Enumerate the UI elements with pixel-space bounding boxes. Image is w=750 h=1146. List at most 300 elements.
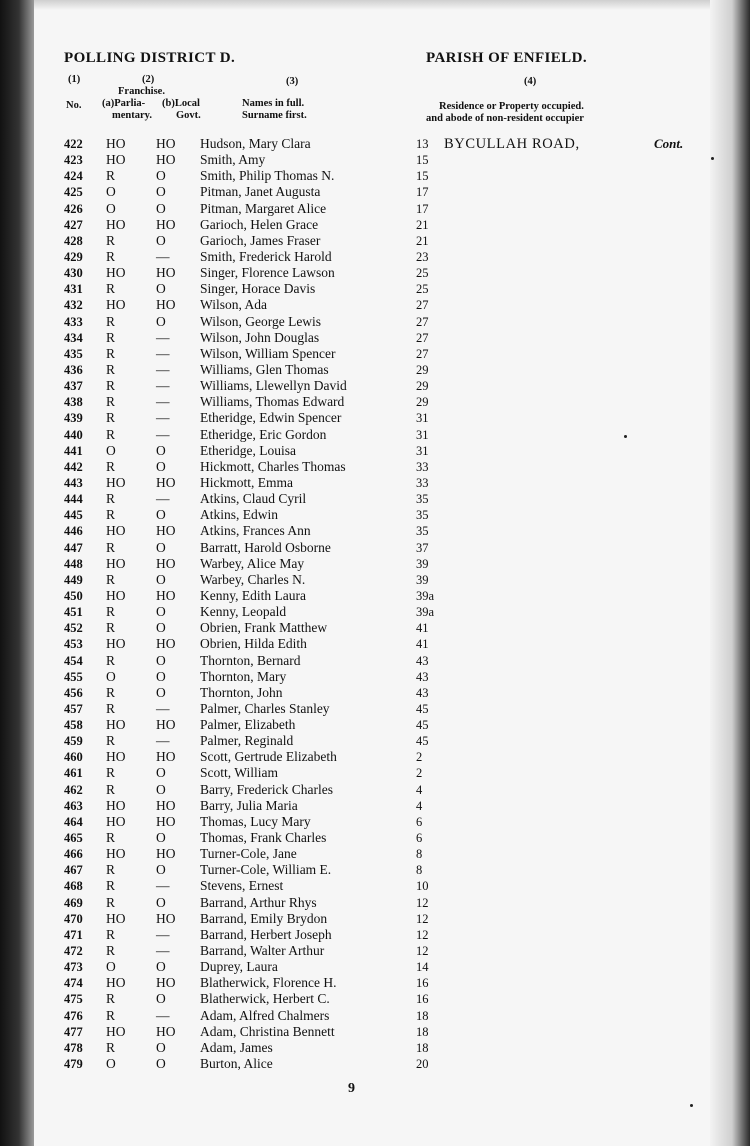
elector-name: Obrien, Frank Matthew (200, 620, 328, 636)
house-number: 18 (416, 1040, 429, 1055)
local-franchise: HO (156, 975, 176, 991)
page-top-edge (34, 0, 710, 10)
house-number: 15 (416, 153, 429, 168)
elector-number: 451 (64, 605, 83, 620)
elector-row (64, 878, 704, 894)
parliamentary-franchise: HO (106, 587, 126, 603)
elector-number: 448 (64, 556, 83, 571)
elector-row (64, 394, 704, 410)
parliamentary-franchise: R (106, 410, 116, 426)
house-number: 31 (416, 427, 429, 442)
elector-name: Barrand, Walter Arthur (200, 943, 325, 959)
elector-row (64, 410, 704, 426)
local-franchise: — (156, 394, 170, 410)
elector-row (64, 830, 704, 846)
parliamentary-franchise: HO (106, 474, 126, 490)
parliamentary-franchise: R (106, 620, 116, 636)
elector-name: Barrand, Arthur Rhys (200, 894, 317, 910)
elector-number: 478 (64, 1040, 83, 1055)
elector-row (64, 927, 704, 943)
parliamentary-franchise: HO (106, 1023, 126, 1039)
ink-speck (711, 157, 714, 160)
elector-name: Blatherwick, Florence H. (200, 975, 337, 991)
elector-row (64, 588, 704, 604)
local-franchise: O (156, 1056, 166, 1072)
parliamentary-franchise: R (106, 394, 116, 410)
elector-name: Atkins, Frances Ann (200, 523, 311, 539)
elector-name: Barrand, Emily Brydon (200, 910, 328, 926)
elector-number: 463 (64, 798, 83, 813)
elector-row (64, 572, 704, 588)
polling-district-heading: POLLING DISTRICT D. (64, 50, 236, 66)
elector-row (64, 378, 704, 394)
elector-row (64, 846, 704, 862)
elector-number: 429 (64, 249, 83, 264)
elector-row (64, 523, 704, 539)
elector-number: 425 (64, 185, 83, 200)
parliamentary-franchise: HO (106, 297, 126, 313)
local-franchise: O (156, 894, 166, 910)
street-name: BYCULLAH ROAD, (444, 136, 580, 152)
elector-name: Etheridge, Louisa (200, 442, 296, 458)
house-number: 39 (416, 572, 429, 587)
local-franchise: — (156, 329, 170, 345)
house-number: 10 (416, 879, 429, 894)
elector-row (64, 1056, 704, 1072)
house-number: 4 (416, 798, 423, 813)
house-number: 4 (416, 782, 423, 797)
house-number: 12 (416, 944, 429, 959)
elector-name: Turner-Cole, William E. (200, 862, 332, 878)
elector-number: 475 (64, 992, 83, 1007)
col2-parliamentary-cont: mentary. (112, 110, 152, 121)
house-number: 27 (416, 314, 429, 329)
parliamentary-franchise: O (106, 184, 116, 200)
elector-name: Garioch, Helen Grace (200, 216, 319, 232)
elector-name: Atkins, Edwin (200, 507, 279, 523)
elector-row (64, 749, 704, 765)
house-number: 33 (416, 475, 429, 490)
parliamentary-franchise: R (106, 378, 116, 394)
elector-number: 472 (64, 944, 83, 959)
elector-row (64, 201, 704, 217)
house-number: 29 (416, 362, 429, 377)
house-number: 35 (416, 492, 429, 507)
elector-name: Wilson, Ada (200, 297, 267, 313)
parliamentary-franchise: O (106, 1056, 116, 1072)
elector-row (64, 168, 704, 184)
elector-row (64, 443, 704, 459)
parliamentary-franchise: R (106, 830, 116, 846)
local-franchise: — (156, 426, 170, 442)
elector-number: 431 (64, 282, 83, 297)
elector-number: 435 (64, 346, 83, 361)
local-franchise: O (156, 168, 166, 184)
elector-number: 422 (64, 137, 83, 151)
parliamentary-franchise: HO (106, 813, 126, 829)
elector-name: Pitman, Margaret Alice (200, 200, 327, 216)
ink-speck (624, 435, 627, 438)
parliamentary-franchise: R (106, 878, 116, 894)
col1-number: (1) (68, 74, 81, 85)
elector-name: Barrand, Herbert Joseph (200, 926, 332, 942)
local-franchise: O (156, 442, 166, 458)
parliamentary-franchise: R (106, 361, 116, 377)
elector-name: Singer, Florence Lawson (200, 265, 335, 281)
col1-label: No. (66, 100, 82, 111)
house-number: 41 (416, 621, 429, 636)
elector-row (64, 959, 704, 975)
local-franchise: HO (156, 910, 176, 926)
local-franchise: — (156, 345, 170, 361)
local-franchise: HO (156, 555, 176, 571)
local-franchise: O (156, 684, 166, 700)
parliamentary-franchise: HO (106, 636, 126, 652)
parliamentary-franchise: R (106, 684, 116, 700)
parliamentary-franchise: R (106, 491, 116, 507)
house-number: 31 (416, 443, 429, 458)
elector-name: Thomas, Frank Charles (200, 830, 327, 846)
parliamentary-franchise: HO (106, 555, 126, 571)
house-number: 29 (416, 379, 429, 394)
elector-name: Thornton, Bernard (200, 652, 301, 668)
elector-name: Burton, Alice (200, 1056, 273, 1072)
elector-name: Williams, Glen Thomas (200, 361, 329, 377)
elector-row (64, 507, 704, 523)
local-franchise: — (156, 491, 170, 507)
elector-name: Blatherwick, Herbert C. (200, 991, 330, 1007)
elector-name: Thornton, Mary (200, 668, 287, 684)
local-franchise: O (156, 200, 166, 216)
page-stack-edge (710, 0, 750, 1146)
parliamentary-franchise: HO (106, 975, 126, 991)
local-franchise: HO (156, 636, 176, 652)
local-franchise: O (156, 539, 166, 555)
col2-number: (2) (142, 74, 155, 85)
elector-number: 473 (64, 960, 83, 975)
local-franchise: O (156, 313, 166, 329)
house-number: 45 (416, 734, 429, 749)
elector-row (64, 233, 704, 249)
col4-label-1: Residence or Property occupied. (439, 101, 584, 112)
house-number: 17 (416, 185, 429, 200)
elector-name: Williams, Thomas Edward (200, 394, 345, 410)
elector-row (64, 475, 704, 491)
house-number: 39a (416, 588, 435, 603)
parliamentary-franchise: O (106, 959, 116, 975)
elector-number: 467 (64, 863, 83, 878)
local-franchise: HO (156, 136, 176, 151)
elector-name: Etheridge, Eric Gordon (200, 426, 327, 442)
local-franchise: O (156, 991, 166, 1007)
house-number: 43 (416, 669, 429, 684)
house-number: 2 (416, 750, 423, 765)
elector-number: 442 (64, 459, 83, 474)
elector-name: Smith, Frederick Harold (200, 248, 332, 264)
local-franchise: HO (156, 797, 176, 813)
house-number: 27 (416, 298, 429, 313)
local-franchise: HO (156, 587, 176, 603)
house-number: 37 (416, 540, 429, 555)
elector-name: Scott, William (200, 765, 278, 781)
house-number: 31 (416, 411, 429, 426)
register-page (34, 10, 710, 1136)
house-number: 39 (416, 556, 429, 571)
local-franchise: O (156, 959, 166, 975)
elector-row (64, 330, 704, 346)
elector-number: 432 (64, 298, 83, 313)
elector-name: Hickmott, Charles Thomas (200, 458, 346, 474)
parliamentary-franchise: R (106, 604, 116, 620)
house-number: 6 (416, 831, 423, 846)
local-franchise: — (156, 378, 170, 394)
elector-name: Barry, Frederick Charles (200, 781, 333, 797)
col2-title: Franchise. (118, 86, 165, 97)
elector-number: 465 (64, 831, 83, 846)
elector-name: Hudson, Mary Clara (200, 136, 311, 151)
elector-name: Wilson, John Douglas (200, 329, 320, 345)
elector-number: 445 (64, 508, 83, 523)
col2-local-cont: Govt. (176, 110, 201, 121)
parliamentary-franchise: R (106, 345, 116, 361)
elector-name: Singer, Horace Davis (200, 281, 316, 297)
elector-number: 469 (64, 895, 83, 910)
parliamentary-franchise: R (106, 1007, 116, 1023)
local-franchise: HO (156, 1023, 176, 1039)
col4-number: (4) (524, 76, 537, 87)
parliamentary-franchise: HO (106, 749, 126, 765)
elector-number: 447 (64, 540, 83, 555)
local-franchise: — (156, 361, 170, 377)
local-franchise: — (156, 410, 170, 426)
local-franchise: O (156, 781, 166, 797)
parliamentary-franchise: R (106, 991, 116, 1007)
elector-row (64, 346, 704, 362)
elector-name: Warbey, Charles N. (200, 571, 306, 587)
house-number: 12 (416, 927, 429, 942)
elector-name: Hickmott, Emma (200, 474, 293, 490)
local-franchise: — (156, 878, 170, 894)
elector-row (64, 862, 704, 878)
elector-name: Wilson, William Spencer (200, 345, 336, 361)
local-franchise: — (156, 943, 170, 959)
elector-name: Adam, Alfred Chalmers (200, 1007, 330, 1023)
house-number: 23 (416, 249, 429, 264)
col2-local: (b)Local (162, 98, 200, 109)
elector-row (64, 184, 704, 200)
house-number: 18 (416, 1024, 429, 1039)
elector-number: 479 (64, 1057, 83, 1072)
house-number: 41 (416, 637, 429, 652)
parliamentary-franchise: R (106, 733, 116, 749)
elector-name: Obrien, Hilda Edith (200, 636, 307, 652)
house-number: 21 (416, 233, 429, 248)
local-franchise: O (156, 862, 166, 878)
elector-number: 426 (64, 201, 83, 216)
house-number: 2 (416, 766, 423, 781)
elector-number: 474 (64, 976, 83, 991)
local-franchise: HO (156, 216, 176, 232)
house-number: 43 (416, 653, 429, 668)
local-franchise: O (156, 507, 166, 523)
local-franchise: O (156, 571, 166, 587)
elector-row (64, 604, 704, 620)
elector-number: 454 (64, 653, 83, 668)
local-franchise: HO (156, 523, 176, 539)
elector-number: 477 (64, 1024, 83, 1039)
elector-number: 444 (64, 492, 83, 507)
parliamentary-franchise: O (106, 442, 116, 458)
col3-label-2: Surname first. (242, 110, 307, 121)
elector-number: 455 (64, 669, 83, 684)
house-number: 29 (416, 395, 429, 410)
elector-name: Williams, Llewellyn David (200, 378, 347, 394)
elector-row (64, 362, 704, 378)
elector-name: Palmer, Elizabeth (200, 717, 296, 733)
elector-number: 443 (64, 475, 83, 490)
elector-row (64, 314, 704, 330)
elector-row (64, 895, 704, 911)
parliamentary-franchise: HO (106, 846, 126, 862)
elector-row (64, 540, 704, 556)
elector-row (64, 814, 704, 830)
elector-name: Pitman, Janet Augusta (200, 184, 321, 200)
elector-row (64, 636, 704, 652)
house-number: 20 (416, 1057, 429, 1072)
parliamentary-franchise: R (106, 765, 116, 781)
elector-number: 468 (64, 879, 83, 894)
elector-number: 441 (64, 443, 83, 458)
parliamentary-franchise: R (106, 458, 116, 474)
parliamentary-franchise: R (106, 329, 116, 345)
elector-row (64, 782, 704, 798)
local-franchise: HO (156, 474, 176, 490)
elector-name: Adam, James (200, 1039, 273, 1055)
parliamentary-franchise: R (106, 248, 116, 264)
elector-row (64, 975, 704, 991)
elector-name: Etheridge, Edwin Spencer (200, 410, 342, 426)
col3-label-1: Names in full. (242, 98, 305, 109)
parish-heading: PARISH OF ENFIELD. (426, 50, 587, 66)
local-franchise: O (156, 1039, 166, 1055)
elector-name: Scott, Gertrude Elizabeth (200, 749, 337, 765)
elector-row (64, 733, 704, 749)
elector-number: 464 (64, 814, 83, 829)
elector-row (64, 136, 704, 152)
local-franchise: — (156, 926, 170, 942)
elector-row (64, 765, 704, 781)
local-franchise: O (156, 765, 166, 781)
elector-name: Wilson, George Lewis (200, 313, 322, 329)
elector-name: Smith, Philip Thomas N. (200, 168, 335, 184)
house-number: 39a (416, 605, 435, 620)
local-franchise: — (156, 248, 170, 264)
house-number: 33 (416, 459, 429, 474)
elector-row (64, 556, 704, 572)
local-franchise: O (156, 830, 166, 846)
house-number: 8 (416, 847, 423, 862)
house-number: 17 (416, 201, 429, 216)
elector-row (64, 217, 704, 233)
elector-row (64, 427, 704, 443)
elector-name: Thornton, John (200, 684, 283, 700)
parliamentary-franchise: O (106, 200, 116, 216)
elector-number: 436 (64, 362, 83, 377)
elector-row (64, 685, 704, 701)
elector-number: 457 (64, 701, 83, 716)
elector-row (64, 911, 704, 927)
elector-row (64, 991, 704, 1007)
elector-number: 466 (64, 847, 83, 862)
elector-number: 433 (64, 314, 83, 329)
parliamentary-franchise: R (106, 943, 116, 959)
house-number: 6 (416, 814, 423, 829)
parliamentary-franchise: R (106, 507, 116, 523)
local-franchise: O (156, 232, 166, 248)
local-franchise: — (156, 1007, 170, 1023)
parliamentary-franchise: HO (106, 152, 126, 168)
elector-number: 424 (64, 169, 83, 184)
elector-row (64, 265, 704, 281)
elector-number: 423 (64, 153, 83, 168)
elector-number: 476 (64, 1008, 83, 1023)
parliamentary-franchise: R (106, 168, 116, 184)
elector-number: 446 (64, 524, 83, 539)
local-franchise: O (156, 620, 166, 636)
parliamentary-franchise: HO (106, 797, 126, 813)
parliamentary-franchise: HO (106, 717, 126, 733)
house-number: 16 (416, 992, 429, 1007)
parliamentary-franchise: O (106, 668, 116, 684)
parliamentary-franchise: R (106, 926, 116, 942)
parliamentary-franchise: R (106, 652, 116, 668)
house-number: 25 (416, 266, 429, 281)
elector-number: 438 (64, 395, 83, 410)
ink-speck (690, 1104, 693, 1107)
elector-name: Adam, Christina Bennett (200, 1023, 335, 1039)
elector-name: Kenny, Leopald (200, 604, 287, 620)
elector-number: 439 (64, 411, 83, 426)
elector-name: Thomas, Lucy Mary (200, 813, 311, 829)
elector-list (64, 136, 704, 1072)
house-number: 18 (416, 1008, 429, 1023)
elector-name: Barratt, Harold Osborne (200, 539, 331, 555)
parliamentary-franchise: R (106, 426, 116, 442)
elector-row (64, 669, 704, 685)
elector-number: 430 (64, 266, 83, 281)
elector-name: Garioch, James Fraser (200, 232, 321, 248)
elector-name: Atkins, Claud Cyril (200, 491, 307, 507)
house-number: 8 (416, 863, 423, 878)
elector-name: Turner-Cole, Jane (200, 846, 297, 862)
elector-number: 471 (64, 927, 83, 942)
elector-number: 462 (64, 782, 83, 797)
elector-row (64, 491, 704, 507)
elector-row (64, 1040, 704, 1056)
elector-name: Palmer, Reginald (200, 733, 294, 749)
house-number: 16 (416, 976, 429, 991)
elector-number: 458 (64, 718, 83, 733)
elector-number: 449 (64, 572, 83, 587)
elector-name: Kenny, Edith Laura (200, 587, 306, 603)
elector-number: 453 (64, 637, 83, 652)
house-number: 45 (416, 701, 429, 716)
local-franchise: O (156, 668, 166, 684)
elector-number: 460 (64, 750, 83, 765)
house-number: 12 (416, 911, 429, 926)
elector-number: 440 (64, 427, 83, 442)
house-number: 13 (416, 137, 429, 151)
